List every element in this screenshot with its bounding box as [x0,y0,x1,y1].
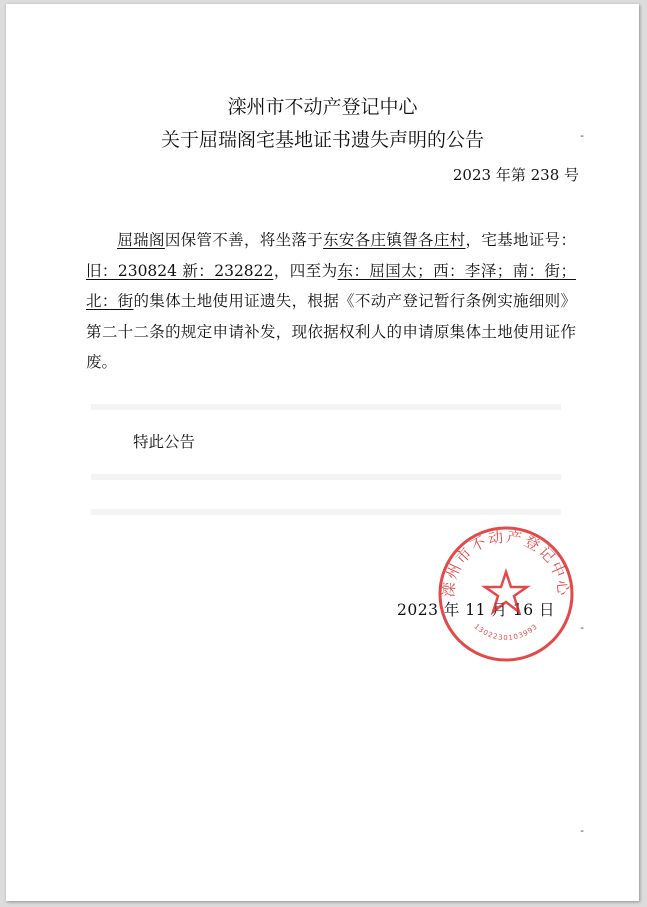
document-page [6,4,639,901]
property-location: 东安各庄镇眢各庄村 [323,231,466,249]
issue-date: 2023 年 11 月 16 日 [397,601,556,619]
margin-mark: - [580,824,584,837]
body-text-1: 因保管不善，将坐落于 [164,231,324,249]
svg-text:滦州市不动产登记中心: 滦州市不动产登记中心 [439,527,573,598]
owner-name: 屈瑞阁 [117,231,165,249]
boundaries: 东：屈国太；西：李泽；南：街；北：街 [86,261,576,310]
notice-body [86,225,576,378]
closing-text: 特此公告 [133,433,196,451]
official-seal-stamp [436,524,576,664]
svg-text:1302230103993: 1302230103993 [472,622,540,642]
document-number: 2023 年第 238 号 [452,166,579,184]
margin-mark: - [580,621,584,634]
bleed-through-line [91,404,561,410]
issuer-title: 滦州市不动产登记中心 [227,96,418,118]
body-text-2: ，宅基地证号： [465,231,576,249]
bleed-through-line [91,509,561,515]
certificate-number: 旧：230824 新：232822 [86,261,274,280]
body-text-4: 的集体土地使用证遗失，根据《不动产登记暂行条例实施细则》第二十二条的规定申请补发，现依据权利人的申请原集体土地使用证作废。 [86,292,576,371]
bleed-through-line [91,474,561,480]
body-text-3: ，四至为 [273,261,338,280]
margin-mark: - [580,129,584,142]
notice-title: 关于屈瑞阁宅基地证书遗失声明的公告 [160,129,484,151]
